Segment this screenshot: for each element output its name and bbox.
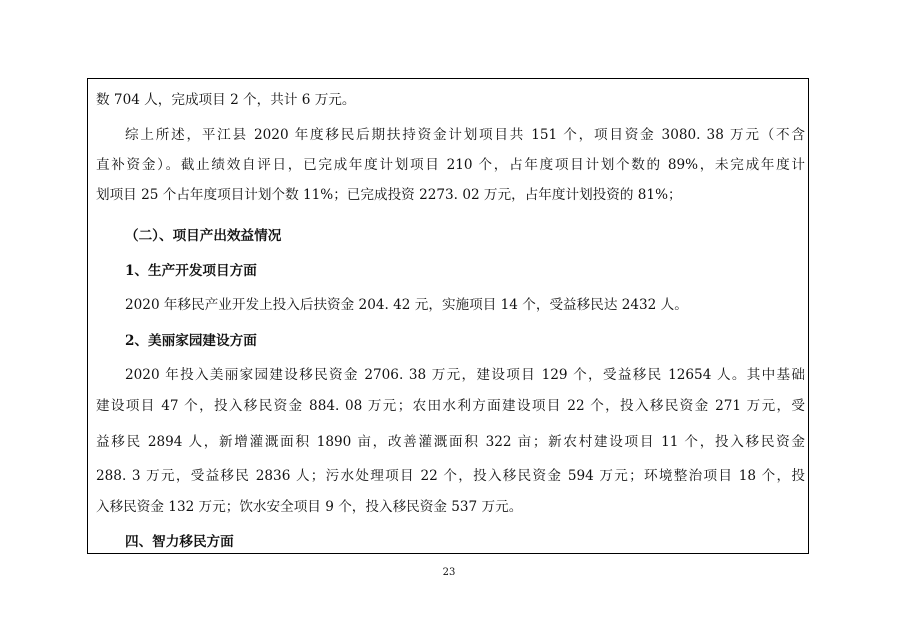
text-line-3: 直补资金）。截止绩效自评日，已完成年度计划项目 210 个，占年度项目计划个数的 89%，未完成年度计 xyxy=(96,157,805,173)
text-line-2: 综上所述，平江县 2020 年度移民后期扶持资金计划项目共 151 个，项目资金 3080. 38 万元（不含 xyxy=(125,127,805,143)
text-line-homeland-1: 2020 年投入美丽家园建设移民资金 2706. 38 万元，建设项目 129 个，受益移民 12654 人。其中基础 xyxy=(125,367,805,383)
section-heading-intellectual: 四、智力移民方面 xyxy=(125,534,234,550)
section-heading-outputs: （二）、项目产出效益情况 xyxy=(125,228,282,244)
text-line-1: 数 704 人，完成项目 2 个，共计 6 万元。 xyxy=(96,92,356,108)
subheading-homeland: 2、美丽家园建设方面 xyxy=(125,333,257,349)
page-number: 23 xyxy=(442,567,456,578)
text-line-homeland-3: 益移民 2894 人，新增灌溉面积 1890 亩，改善灌溉面积 322 亩；新农村建设项目 11 个，投入移民资金 xyxy=(96,434,805,450)
text-line-homeland-5: 入移民资金 132 万元；饮水安全项目 9 个，投入移民资金 537 万元。 xyxy=(96,499,523,515)
text-line-homeland-4: 288. 3 万元，受益移民 2836 人；污水处理项目 22 个，投入移民资金 594 万元；环境整治项目 18 个，投 xyxy=(96,468,805,484)
text-line-production: 2020 年移民产业开发上投入后扶资金 204. 42 元，实施项目 14 个，受益移民达 2432 人。 xyxy=(125,297,688,313)
subheading-production: 1、生产开发项目方面 xyxy=(125,263,257,279)
text-line-4: 划项目 25 个占年度项目计划个数 11%；已完成投资 2273. 02 万元，占年度计划投资的 81%； xyxy=(96,187,682,203)
text-line-homeland-2: 建设项目 47 个，投入移民资金 884. 08 万元；农田水利方面建设项目 22 个，投入移民资金 271 万元，受 xyxy=(96,398,805,414)
